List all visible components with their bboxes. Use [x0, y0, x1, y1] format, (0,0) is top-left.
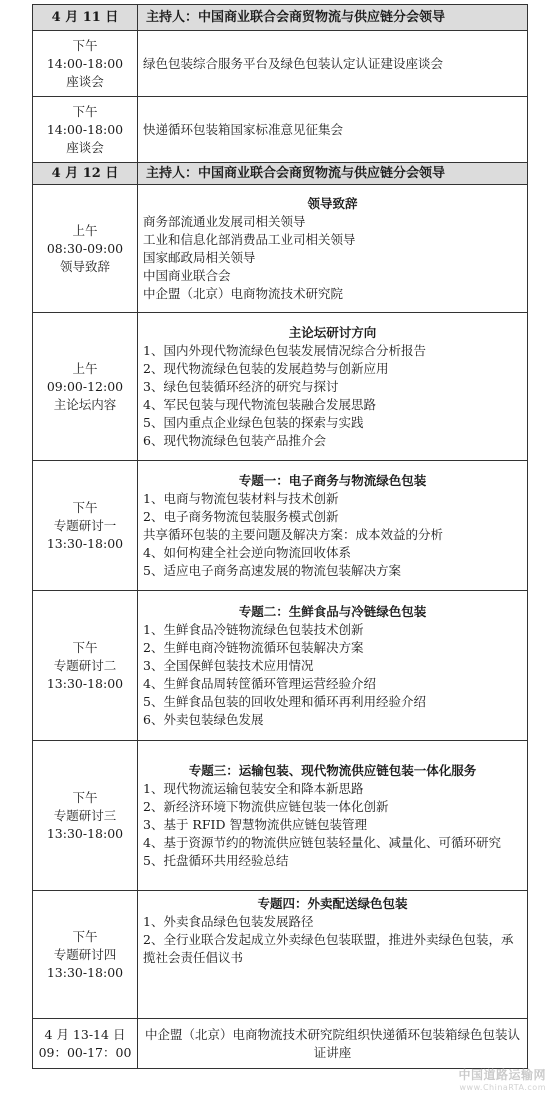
list-item: 2、新经济环境下物流供应链包装一体化创新: [143, 798, 389, 814]
session-title: 主论坛研讨方向: [288, 324, 377, 340]
list-item: 4、军民包装与现代物流包装融合发展思路: [143, 396, 376, 412]
session-time: 下午 专题研讨一 13:30-18:00: [33, 461, 138, 591]
session-row: [33, 1019, 528, 1069]
session-row: [33, 591, 528, 741]
list-item: 国家邮政局相关领导: [143, 249, 256, 265]
list-item: 5、托盘循环共用经验总结: [143, 852, 289, 868]
session-content: [138, 891, 528, 1019]
day-header-row: [33, 5, 528, 31]
list-item: 中国商业联合会: [143, 267, 231, 283]
session-row: [33, 891, 528, 1019]
list-item: 4、生鲜食品周转筐循环管理运营经验介绍: [143, 675, 376, 691]
list-item: 6、现代物流绿色包装产品推介会: [143, 432, 326, 448]
session-content: [138, 741, 528, 891]
session-time: 下午 专题研讨二 13:30-18:00: [33, 591, 138, 741]
session-time: 上午 08:30-09:00 领导致辞: [33, 185, 138, 313]
list-item: 2、电子商务物流包装服务模式创新: [143, 508, 339, 524]
session-title: 专题四：外卖配送绿色包装: [257, 896, 408, 911]
watermark: [458, 1066, 546, 1092]
session-title: 领导致辞: [307, 195, 358, 211]
list-item: 1、国内外现代物流绿色包装发展情况综合分析报告: [143, 342, 426, 358]
list-item: 3、基于 RFID 智慧物流供应链包装管理: [143, 816, 367, 832]
list-item: 4、基于资源节约的物流供应链包装轻量化、减量化、可循环研究: [143, 834, 501, 850]
list-item: 工业和信息化部消费品工业司相关领导: [143, 231, 356, 247]
list-item: 商务部流通业发展司相关领导: [143, 213, 306, 229]
list-item: 2、全行业联合发起成立外卖绿色包装联盟，推进外卖绿色包装，承揽社会责任倡议书: [143, 932, 514, 965]
session-content: 绿色包装综合服务平台及绿色包装认定认证建设座谈会: [138, 31, 528, 97]
day-header-row: [33, 163, 528, 185]
list-item: 2、生鲜电商冷链物流循环包装解决方案: [143, 639, 364, 655]
list-item: 6、外卖包装绿色发展: [143, 711, 264, 727]
session-content: [138, 461, 528, 591]
list-item: 1、电商与物流包装材料与技术创新: [143, 490, 339, 506]
list-item: 4、如何构建全社会逆向物流回收体系: [143, 544, 351, 560]
day-host: 主持人：中国商业联合会商贸物流与供应链分会领导: [138, 163, 528, 185]
agenda-table: [32, 4, 528, 1069]
list-item: 1、现代物流运输包装安全和降本新思路: [143, 780, 364, 796]
list-item: 共享循环包装的主要问题及解决方案：成本效益的分析: [143, 526, 444, 542]
session-title: 专题三：运输包装、现代物流供应链包装一体化服务: [188, 762, 477, 778]
session-row: [33, 97, 528, 163]
watermark-url: www.ChinaRTA.com: [459, 1083, 546, 1092]
session-row: [33, 31, 528, 97]
list-item: 1、外卖食品绿色包装发展路径: [143, 914, 314, 929]
session-content: 中企盟（北京）电商物流技术研究院组织快递循环包装箱绿色包装认证讲座: [138, 1019, 528, 1069]
list-item: 5、生鲜食品包装的回收处理和循环再利用经验介绍: [143, 693, 426, 709]
session-title: 专题一：电子商务与物流绿色包装: [238, 472, 427, 488]
list-item: 1、生鲜食品冷链物流绿色包装技术创新: [143, 621, 364, 637]
session-content: 快递循环包装箱国家标准意见征集会: [138, 97, 528, 163]
session-time: 下午 14:00-18:00 座谈会: [33, 31, 138, 97]
list-item: 3、绿色包装循环经济的研究与探讨: [143, 378, 339, 394]
list-item: 2、现代物流绿色包装的发展趋势与创新应用: [143, 360, 389, 376]
day-date: 4 月 12 日: [33, 163, 138, 185]
list-item: 3、全国保鲜包装技术应用情况: [143, 657, 314, 673]
session-row: [33, 313, 528, 461]
watermark-main: 中国道路运输网: [458, 1068, 546, 1082]
session-time: 下午 14:00-18:00 座谈会: [33, 97, 138, 163]
session-title: 专题二：生鲜食品与冷链绿色包装: [238, 603, 427, 619]
session-content: [138, 313, 528, 461]
session-time: 上午 09:00-12:00 主论坛内容: [33, 313, 138, 461]
session-content: [138, 591, 528, 741]
day-date: 4 月 11 日: [33, 5, 138, 31]
session-time: 下午 专题研讨四 13:30-18:00: [33, 891, 138, 1019]
day-host: 主持人：中国商业联合会商贸物流与供应链分会领导: [138, 5, 528, 31]
session-row: [33, 185, 528, 313]
session-content: [138, 185, 528, 313]
session-row: [33, 741, 528, 891]
session-time: 4 月 13-14 日 09：00-17：00: [33, 1019, 138, 1069]
list-item: 5、国内重点企业绿色包装的探索与实践: [143, 414, 364, 430]
list-item: 5、适应电子商务高速发展的物流包装解决方案: [143, 562, 401, 578]
session-row: [33, 461, 528, 591]
session-time: 下午 专题研讨三 13:30-18:00: [33, 741, 138, 891]
list-item: 中企盟（北京）电商物流技术研究院: [143, 285, 344, 301]
